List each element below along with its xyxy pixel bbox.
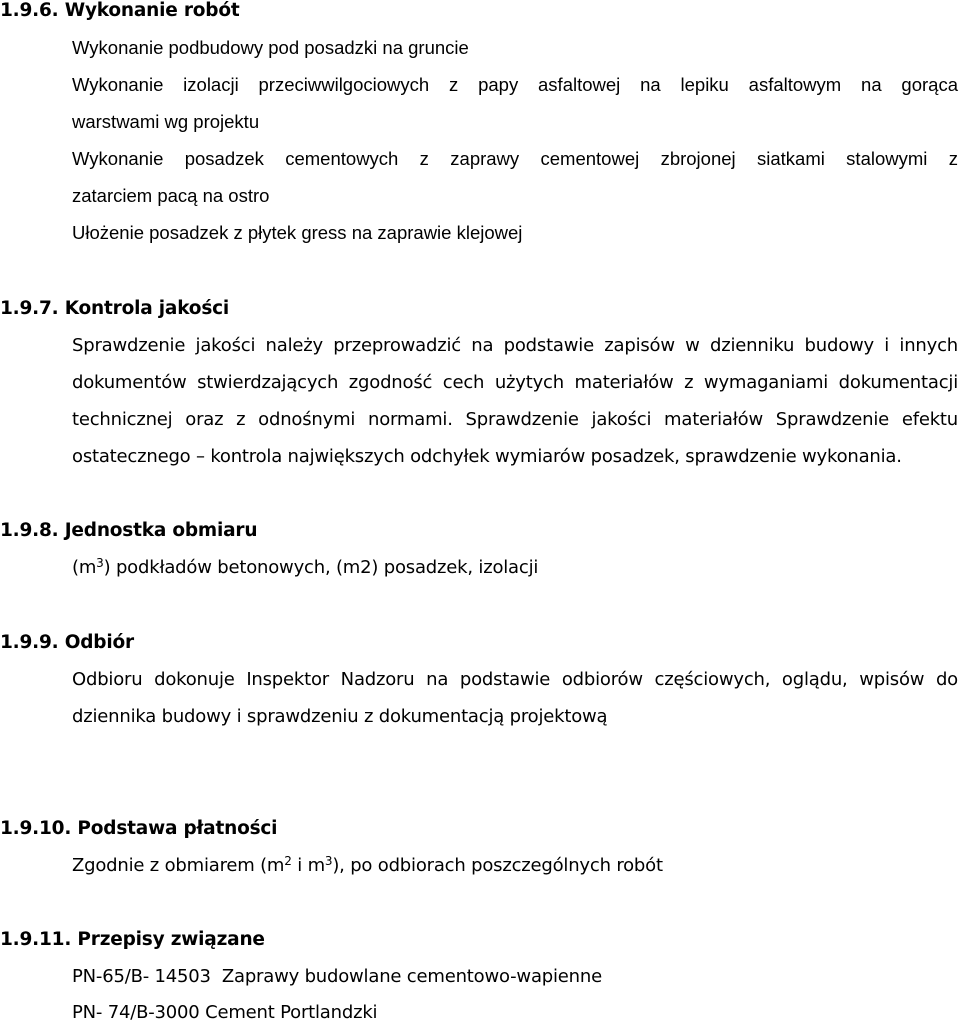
heading-1-9-6: 1.9.6. Wykonanie robót: [0, 0, 240, 21]
paragraph-line: technicznej oraz z odnośnymi normami. Sprawdzenie jakości materiałów Sprawdzenie efektu: [72, 409, 958, 430]
paragraph-line: Sprawdzenie jakości należy przeprowadzić na podstawie zapisów w dzienniku budowy i innych: [72, 335, 958, 356]
paragraph-line: Odbioru dokonuje Inspektor Nadzoru na podstawie odbiorów częściowych, oglądu, wpisów do: [72, 669, 958, 690]
heading-1-9-9: 1.9.9. Odbiór: [0, 632, 134, 653]
heading-1-9-10: 1.9.10. Podstawa płatności: [0, 818, 278, 839]
paragraph-line: Ułożenie posadzek z płytek gress na zaprawie klejowej: [72, 222, 523, 243]
heading-1-9-8: 1.9.8. Jednostka obmiaru: [0, 520, 258, 541]
paragraph-line: Wykonanie izolacji przeciwwilgociowych z papy asfaltowej na lepiku asfaltowym na gorąca: [72, 74, 958, 95]
standard-reference: PN- 74/B-3000 Cement Portlandzki: [72, 1002, 378, 1023]
paragraph-line: warstwami wg projektu: [72, 111, 260, 132]
paragraph-line: zatarciem pacą na ostro: [72, 185, 270, 206]
paragraph-line: Wykonanie podbudowy pod posadzki na gruncie: [72, 37, 469, 58]
paragraph-line: dokumentów stwierdzających zgodność cech użytych materiałów z wymaganiami dokumentacji: [72, 372, 958, 393]
text-segment: ), po odbiorach poszczególnych robót: [332, 855, 663, 876]
superscript: 2: [284, 854, 292, 868]
superscript: 3: [96, 556, 104, 570]
text-segment: ) podkładów betonowych, (m2) posadzek, izolacji: [103, 557, 539, 578]
heading-1-9-11: 1.9.11. Przepisy związane: [0, 929, 265, 950]
paragraph-line: Wykonanie posadzek cementowych z zaprawy cementowej zbrojonej siatkami stalowymi z: [72, 148, 958, 169]
standard-reference: PN-65/B- 14503 Zaprawy budowlane cementowo-wapienne: [72, 966, 602, 987]
text-segment: Zgodnie z obmiarem (m: [72, 855, 285, 876]
paragraph-line: ostatecznego – kontrola największych odchyłek wymiarów posadzek, sprawdzenie wykonania.: [72, 446, 902, 467]
text-segment: (m: [72, 557, 97, 578]
heading-1-9-7: 1.9.7. Kontrola jakości: [0, 298, 230, 319]
text-segment: i m: [291, 855, 325, 876]
payment-basis-line: [72, 855, 663, 877]
superscript: 3: [324, 854, 333, 868]
unit-of-measure-line: [72, 557, 538, 579]
paragraph-line: dziennika budowy i sprawdzeniu z dokumentacją projektową: [72, 706, 608, 727]
